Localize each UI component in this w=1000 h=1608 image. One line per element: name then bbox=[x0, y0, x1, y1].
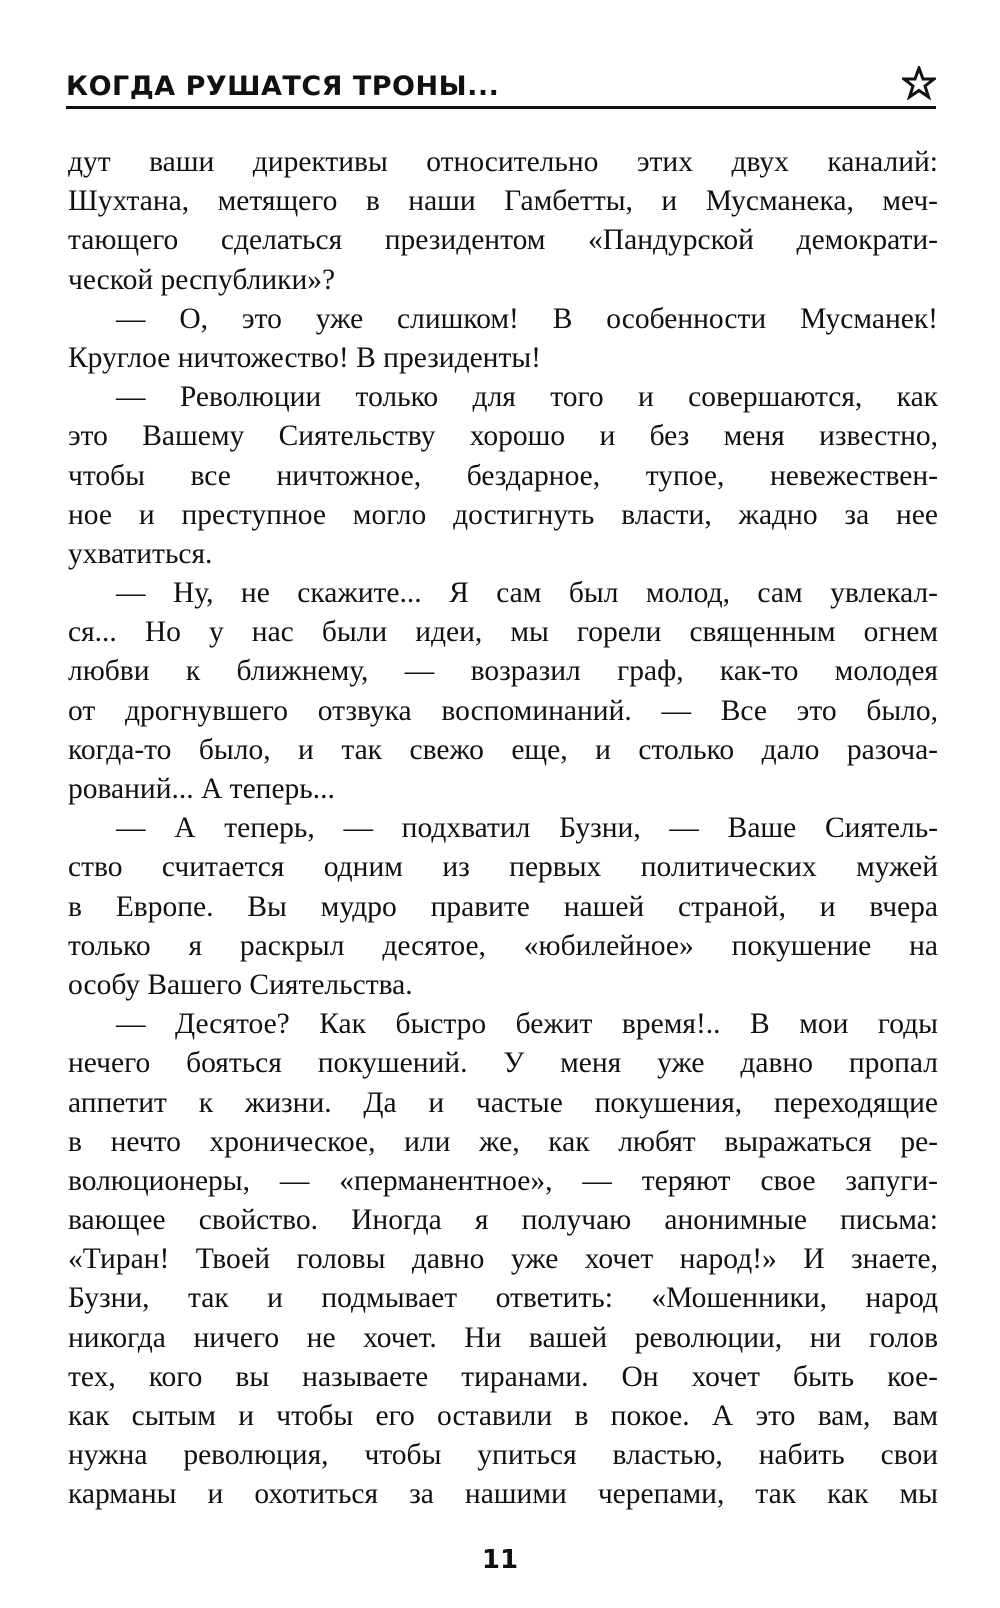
text-line: карманы и охотиться за нашими черепами, так как мы bbox=[68, 1478, 938, 1511]
text-line: нужна революция, чтобы упиться властью, набить свои bbox=[68, 1439, 938, 1472]
text-line: — О, это уже слишком! В особенности Мусманек! bbox=[116, 302, 938, 335]
text-line: — Революции только для того и совершаются, как bbox=[116, 381, 938, 414]
star-outline-icon bbox=[902, 66, 936, 100]
text-line: — Десятое? Как быстро бежит время!.. В мои годы bbox=[116, 1008, 938, 1041]
text-line: Круглое ничтожество! В президенты! bbox=[68, 341, 542, 374]
text-line: как сытым и чтобы его оставили в покое. А это вам, вам bbox=[68, 1400, 938, 1432]
text-line: вающее свойство. Иногда я получаю анонимные письма: bbox=[68, 1204, 938, 1237]
text-line: Бузни, так и подмывает ответить: «Мошенники, народ bbox=[68, 1282, 938, 1315]
text-line: рований... А теперь... bbox=[68, 773, 335, 805]
text-line: ное и преступное могло достигнуть власти, жадно за нее bbox=[68, 498, 938, 531]
text-line: особу Вашего Сиятельства. bbox=[68, 968, 413, 1001]
text-line: Шухтана, метящего в наши Гамбетты, и Мусманека, меч- bbox=[68, 185, 938, 218]
text-line: любви к ближнему, — возразил граф, как-то молодея bbox=[68, 655, 938, 688]
text-line: тех, кого вы называете тиранами. Он хочет быть кое- bbox=[68, 1360, 938, 1393]
text-line: в Европе. Вы мудро правите нашей страной, и вчера bbox=[68, 890, 938, 923]
text-line: чтобы все ничтожное, бездарное, тупое, невежествен- bbox=[68, 459, 938, 492]
text-line: когда-то было, и так свежо еще, и столько дало разоча- bbox=[68, 733, 938, 766]
text-line: — А теперь, — подхватил Бузни, — Ваше Сиятель- bbox=[116, 812, 938, 845]
body-text bbox=[68, 143, 938, 1515]
text-line: нечего бояться покушений. У меня уже давно пропал bbox=[68, 1047, 938, 1080]
text-line: тающего сделаться президентом «Пандурской демократи- bbox=[68, 224, 938, 257]
text-line: волюционеры, — «перманентное», — теряют свое запуги- bbox=[68, 1164, 938, 1197]
text-line: ухватиться. bbox=[68, 537, 213, 570]
text-line: — Ну, не скажите... Я сам был молод, сам увлекал- bbox=[116, 577, 938, 610]
running-header bbox=[66, 58, 936, 109]
text-line: только я раскрыл десятое, «юбилейное» покушение на bbox=[68, 929, 938, 962]
text-line: «Тиран! Твоей головы давно уже хочет народ!» И знаете, bbox=[68, 1243, 938, 1276]
page-number: 11 bbox=[481, 1545, 519, 1575]
text-line: в нечто хроническое, или же, как любят выражаться ре- bbox=[68, 1125, 938, 1158]
text-line: ся... Но у нас были идеи, мы горели священным огнем bbox=[68, 616, 938, 649]
text-line: аппетит к жизни. Да и частые покушения, переходящие bbox=[68, 1086, 938, 1119]
text-line: от дрогнувшего отзвука воспоминаний. — Все это было, bbox=[68, 694, 938, 727]
running-title: КОГДА РУШАТСЯ ТРОНЫ... bbox=[66, 71, 500, 102]
text-line: ческой республики»? bbox=[68, 263, 336, 296]
text-line: это Вашему Сиятельству хорошо и без меня известно, bbox=[68, 420, 938, 453]
text-line: никогда ничего не хочет. Ни вашей революции, ни голов bbox=[68, 1321, 938, 1354]
text-line: дут ваши директивы относительно этих двух каналий: bbox=[68, 146, 938, 178]
text-line: ство считается одним из первых политических мужей bbox=[68, 851, 938, 884]
